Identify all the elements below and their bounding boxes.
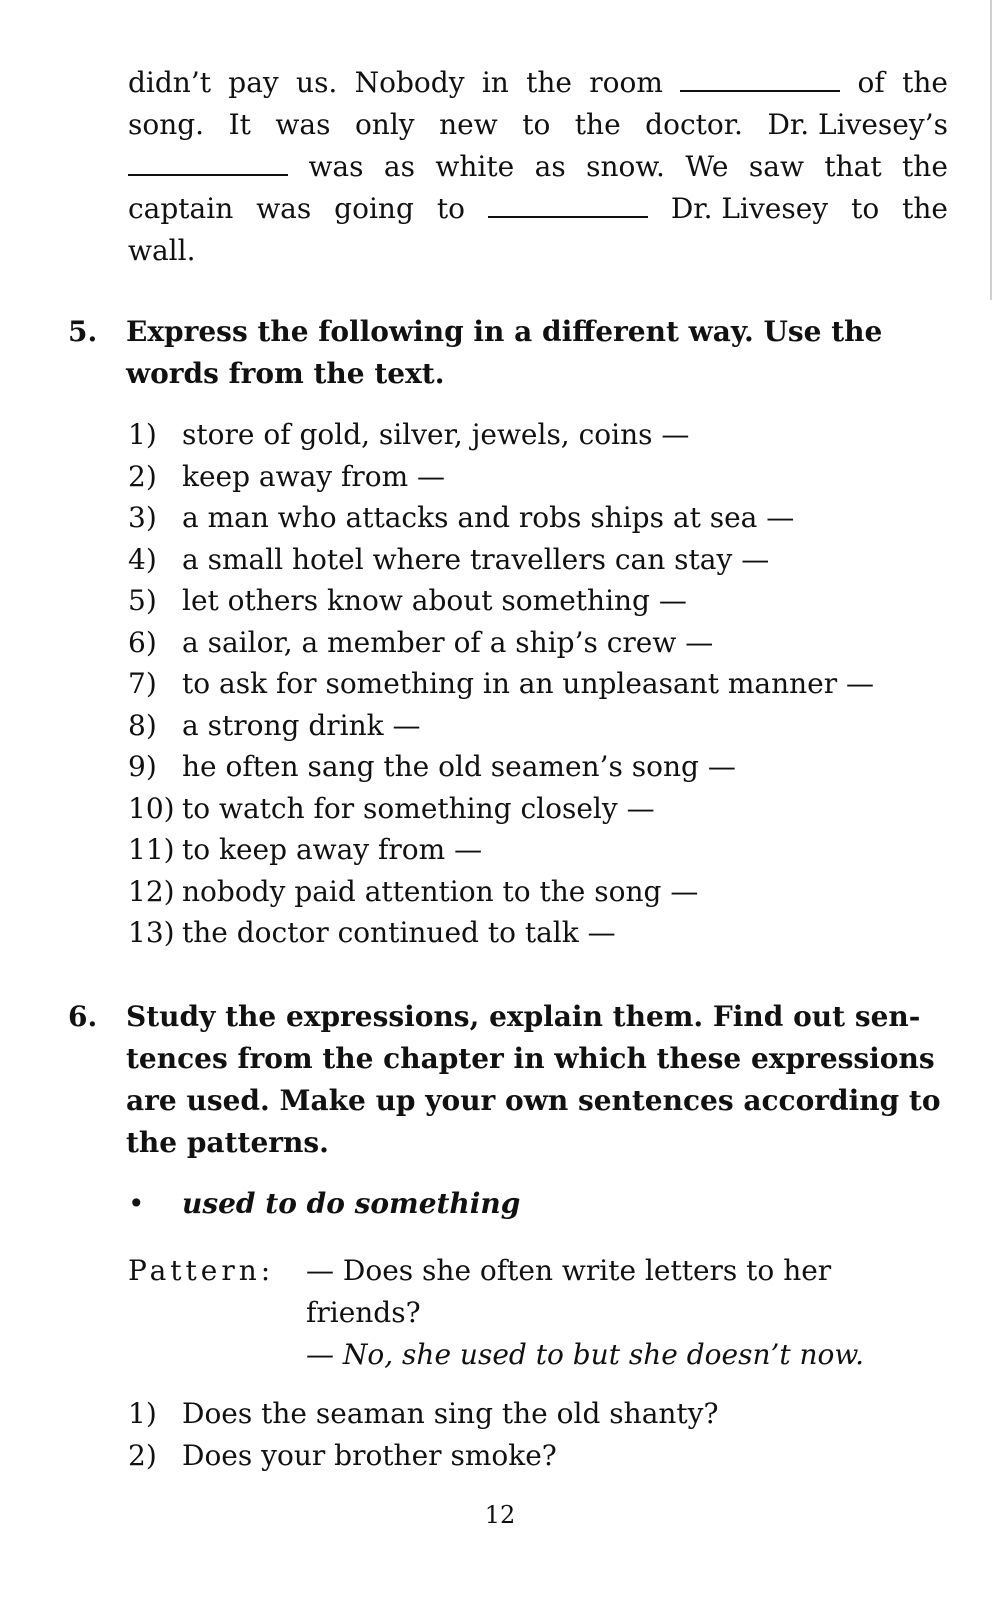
- item-text: store of gold, silver, jewels, coins —: [182, 418, 690, 451]
- word: captain: [128, 192, 234, 225]
- item-text: Does your brother smoke?: [182, 1438, 557, 1472]
- page-edge: [990, 0, 992, 300]
- list-item: [128, 1435, 948, 1477]
- item-text: to keep away from —: [182, 833, 483, 866]
- item-text: a strong drink —: [182, 708, 421, 742]
- item-text: he often sang the old seamen’s song —: [182, 750, 736, 783]
- item-text: to watch for something closely —: [182, 791, 655, 825]
- list-item: [128, 497, 948, 539]
- item-text: the doctor continued to talk —: [182, 916, 616, 949]
- item-text: a small hotel where travellers can stay —: [182, 542, 770, 576]
- word: the: [574, 108, 621, 141]
- page-number: 12: [484, 1501, 516, 1529]
- exercise-number: 5.: [68, 315, 98, 348]
- word: song.: [128, 108, 205, 141]
- continuation-line-3: [128, 146, 948, 188]
- word: It: [228, 108, 251, 141]
- word: to: [522, 108, 551, 141]
- word: Dr. Livesey’s: [767, 108, 948, 141]
- exercise-5-list: [128, 414, 948, 954]
- item-number: 1): [128, 418, 157, 451]
- word: that: [824, 150, 882, 183]
- item-number: 10): [128, 791, 175, 825]
- fill-in-blank: [680, 72, 840, 92]
- item-number: 6): [128, 625, 157, 659]
- word: the: [902, 150, 948, 183]
- item-text: to ask for something in an unpleasant manner —: [182, 667, 875, 700]
- item-number: 2): [128, 459, 157, 493]
- list-item: [128, 622, 948, 664]
- word: Dr. Livesey: [670, 192, 829, 225]
- word: new: [439, 108, 498, 141]
- word: We: [685, 150, 729, 183]
- pattern-label: Pattern:: [128, 1254, 275, 1287]
- list-item: [128, 580, 948, 622]
- list-item: [128, 871, 948, 913]
- item-number: 2): [128, 1438, 157, 1472]
- continuation-line-2: [128, 104, 948, 146]
- exercise-heading: Study the expressions, explain them. Find out sen-tences from the chapter in which these expressions are used. Make up your own sentences according to the patterns.: [126, 1000, 941, 1159]
- item-number: 4): [128, 542, 157, 576]
- exercise-number: 6.: [68, 1000, 98, 1033]
- word: Nobody: [354, 66, 465, 99]
- word: was: [275, 108, 331, 141]
- word: to: [851, 192, 880, 225]
- item-text: keep away from —: [182, 459, 446, 493]
- item-number: 7): [128, 667, 157, 700]
- item-number: 9): [128, 750, 157, 783]
- item-text: nobody paid attention to the song —: [182, 874, 699, 908]
- continuation-paragraph: [128, 62, 948, 272]
- exercise-heading: Express the following in a different way. Use the words from the text.: [126, 315, 883, 390]
- list-item: [128, 746, 948, 788]
- continuation-line-1: [128, 62, 948, 104]
- pattern-answer: — No, she used to but she doesn’t now.: [306, 1338, 864, 1371]
- word: the: [526, 66, 572, 99]
- item-text: a man who attacks and robs ships at sea —: [182, 501, 795, 534]
- pattern-example: [306, 1250, 948, 1376]
- continuation-line-4: [128, 188, 948, 230]
- word: doctor.: [645, 108, 743, 141]
- item-number: 13): [128, 916, 175, 949]
- word: going: [334, 192, 414, 225]
- list-item: [128, 705, 948, 747]
- item-text: a sailor, a member of a ship’s crew —: [182, 625, 714, 659]
- item-text: Does the seaman sing the old shanty?: [182, 1397, 719, 1430]
- list-item: [128, 1393, 948, 1435]
- bullet-icon: •: [128, 1187, 145, 1220]
- list-item: [128, 539, 948, 581]
- list-item: [128, 912, 948, 954]
- item-text: let others know about something —: [182, 584, 687, 617]
- list-item: [128, 456, 948, 498]
- item-number: 11): [128, 833, 175, 866]
- word: was: [256, 192, 312, 225]
- word: snow.: [586, 150, 665, 183]
- exercise-6-list: [128, 1393, 948, 1476]
- word: us.: [296, 66, 338, 99]
- word: pay: [228, 66, 279, 99]
- fill-in-blank: [128, 156, 288, 176]
- item-number: 5): [128, 584, 157, 617]
- word: white: [435, 150, 515, 183]
- word: as: [383, 150, 415, 183]
- word: didn’t: [128, 66, 211, 99]
- word: in: [481, 66, 509, 99]
- list-item: [128, 829, 948, 871]
- word: room: [589, 66, 663, 99]
- list-item: [128, 414, 948, 456]
- word: the: [902, 66, 948, 99]
- item-number: 8): [128, 708, 157, 742]
- word: of: [857, 66, 885, 99]
- word: the: [902, 192, 948, 225]
- word: to: [436, 192, 465, 225]
- fill-in-blank: [488, 198, 648, 218]
- expression-line: [128, 1183, 520, 1225]
- item-number: 12): [128, 874, 175, 908]
- expression-text: used to do something: [182, 1187, 521, 1220]
- item-number: 3): [128, 501, 157, 534]
- list-item: [128, 663, 948, 705]
- word: as: [534, 150, 566, 183]
- word: only: [354, 108, 415, 141]
- word: was: [308, 150, 364, 183]
- item-number: 1): [128, 1397, 157, 1430]
- continuation-line-5: wall.: [128, 234, 196, 267]
- pattern-question: — Does she often write letters to her friends?: [306, 1254, 832, 1329]
- word: saw: [748, 150, 804, 183]
- list-item: [128, 788, 948, 830]
